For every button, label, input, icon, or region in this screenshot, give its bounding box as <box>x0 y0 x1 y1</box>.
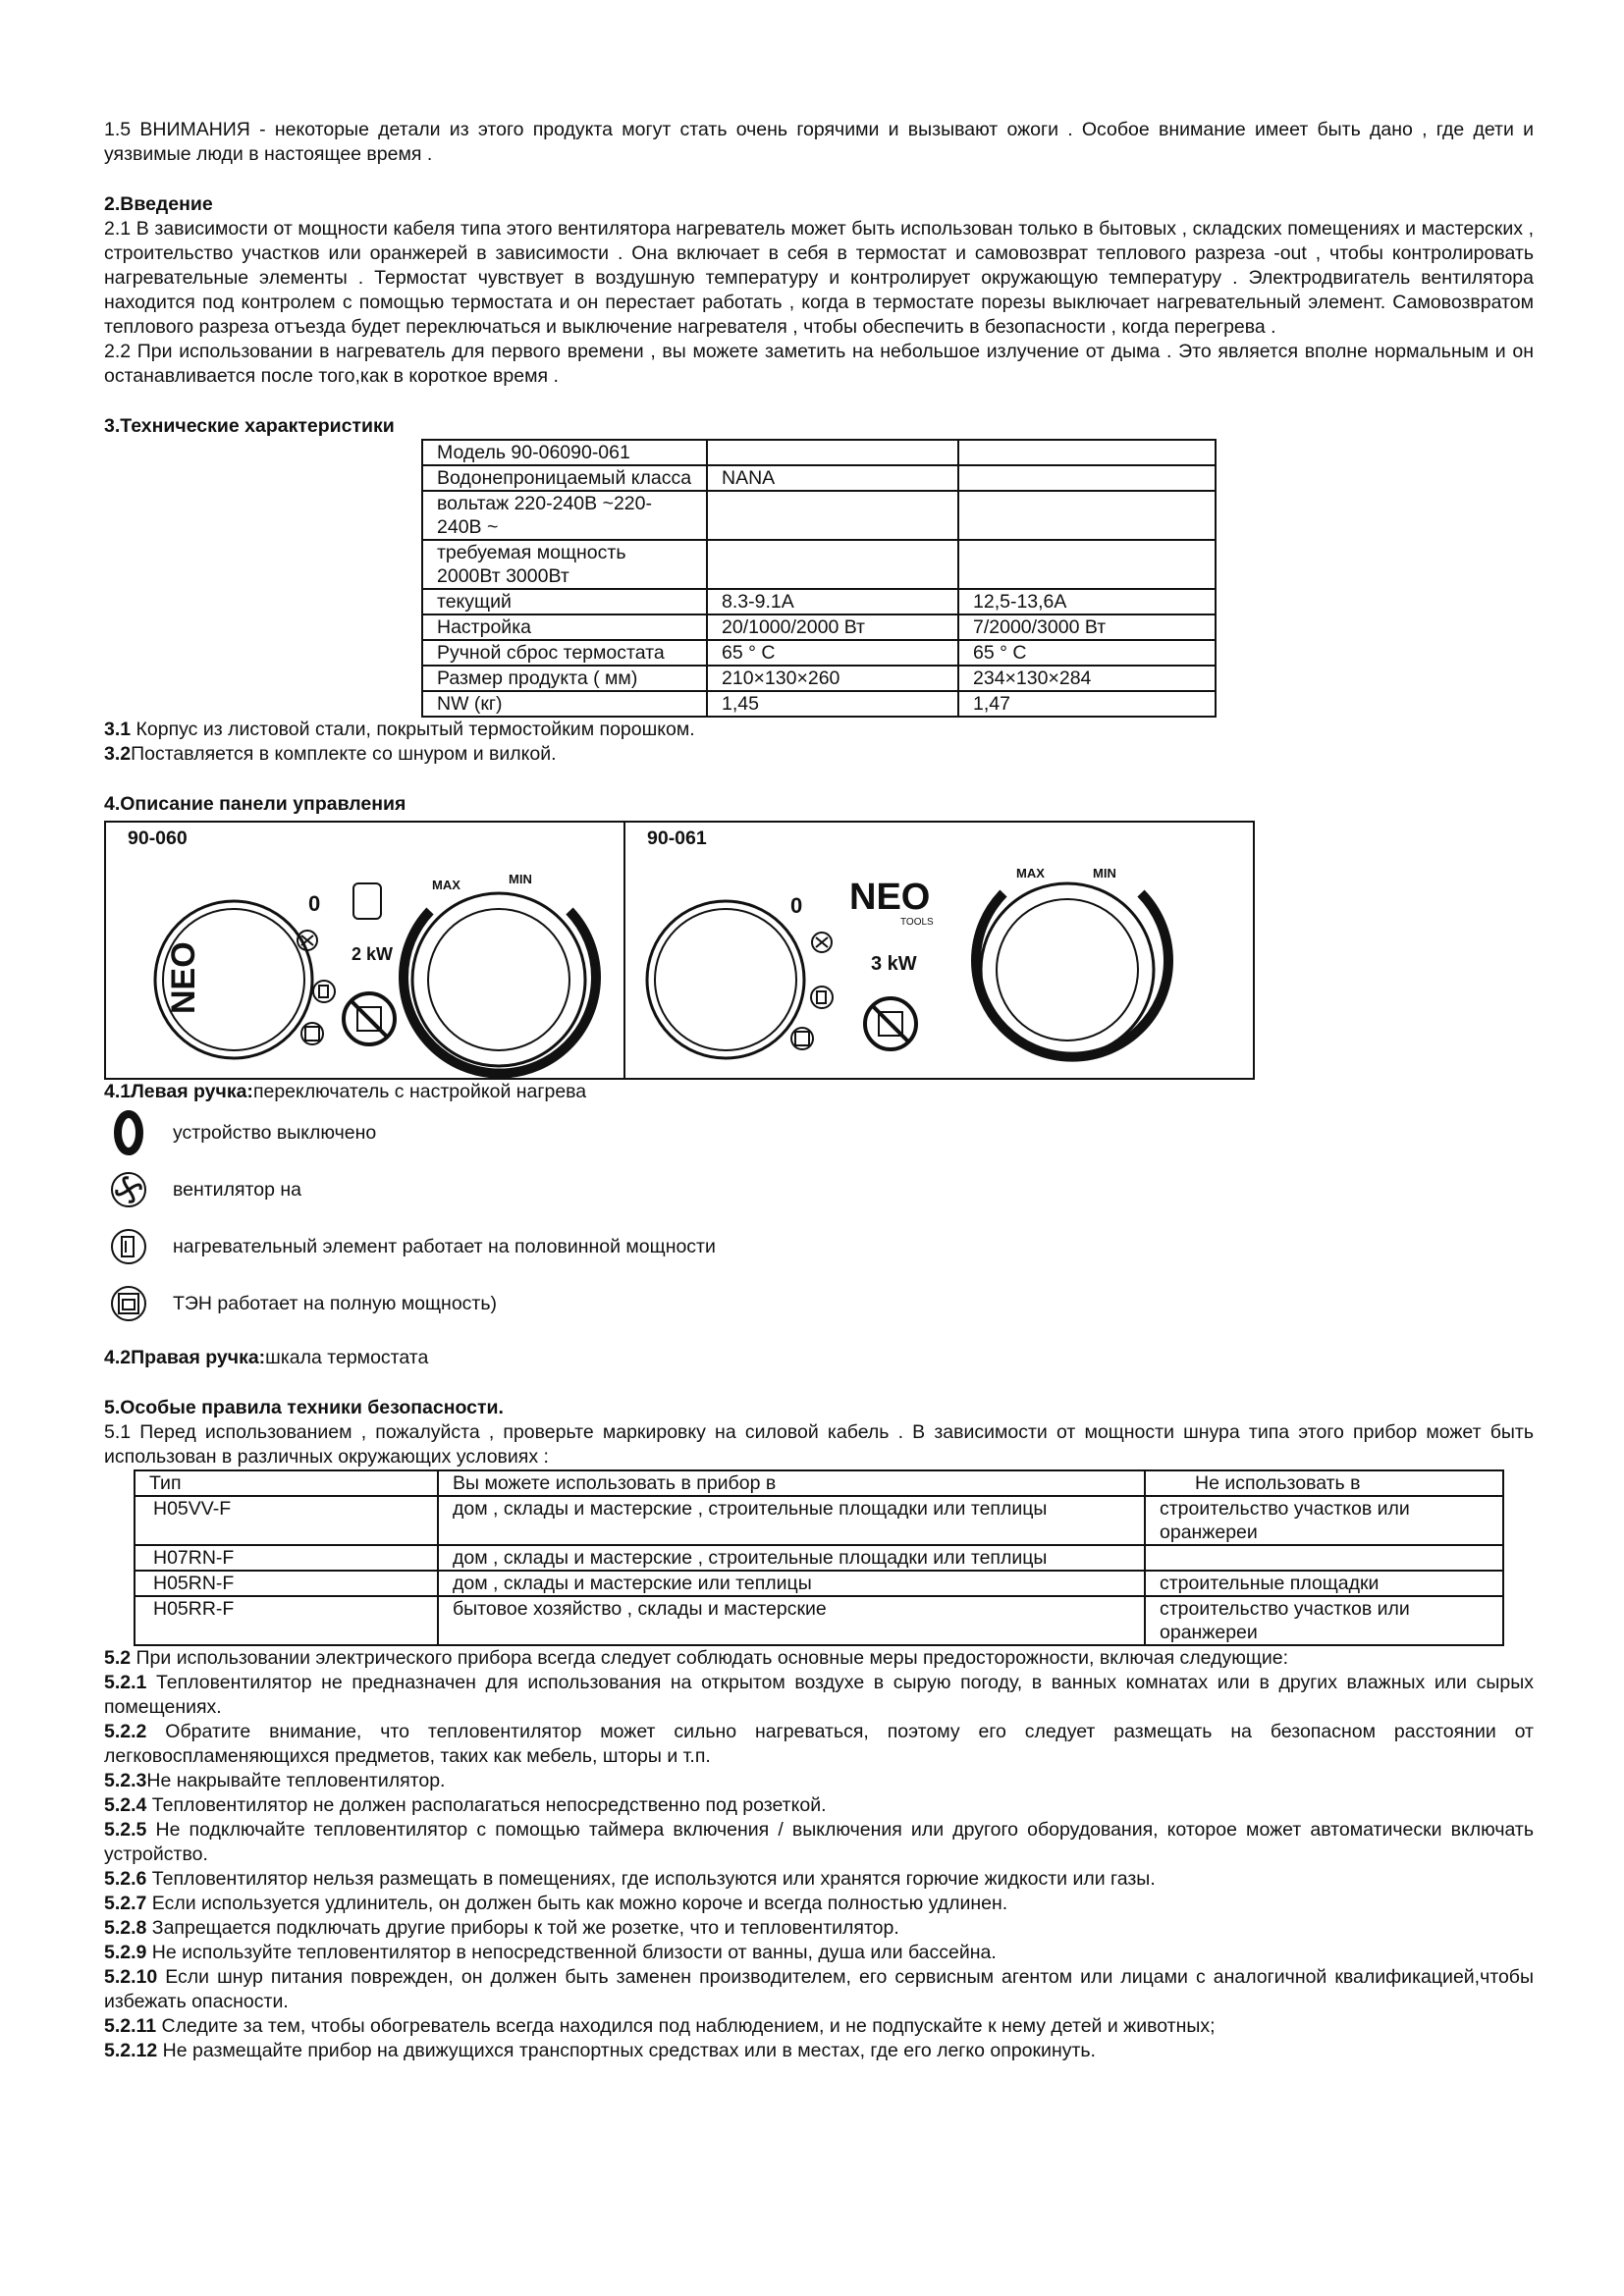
left-knob-title: 4.1Левая ручка:переключатель с настройкой нагрева <box>104 1081 587 1102</box>
safety-item: 5.2.8 Запрещается подключать другие приборы к той же розетке, что и тепловентилятор. <box>104 1917 899 1939</box>
specs-row <box>422 491 1216 540</box>
specs-cell: Модель 90-06090-061 <box>422 440 707 465</box>
intro-paragraph-2: 2.2 При использовании в нагреватель для первого времени , вы можете заметить на небольшое излучение от дыма . Это является вполне нормальным и он останавливается после того,как в короткое время . <box>104 341 1534 387</box>
cable-cell: бытовое хозяйство , склады и мастерские <box>438 1596 1145 1645</box>
panel-90-061 <box>625 823 1253 1078</box>
fan-icon <box>812 933 832 952</box>
specs-cell: 65 ° С <box>958 640 1216 666</box>
safety-item: 5.2.2 Обратите внимание, что тепловентилятор может сильно нагреваться, поэтому его следует размещать на безопасном расстоянии от легковоспламеняющихся предметов, таких как мебель, шторы и т.п. <box>104 1721 1534 1767</box>
specs-row <box>422 614 1216 640</box>
off-mark: 0 <box>308 891 321 916</box>
right-knob-title: 4.2Правая ручка:шкала термостата <box>104 1347 429 1368</box>
specs-cell: NANA <box>707 465 958 491</box>
safety-item: 5.2.10 Если шнур питания поврежден, он должен быть заменен производителем, его сервисным агентом или лицами с аналогичной квалификацией,чтобы избежать опасности. <box>104 1966 1534 2012</box>
safety-item: 5.2.4 Тепловентилятор не должен располагаться непосредственно под розеткой. <box>104 1794 827 1816</box>
specs-row <box>422 465 1216 491</box>
cable-row <box>135 1571 1503 1596</box>
intro-heading: 2.Введение <box>104 193 213 215</box>
full-heat-icon <box>791 1028 813 1049</box>
cable-cell: H07RN-F <box>135 1545 438 1571</box>
thermostat-scale <box>404 911 596 1074</box>
fan-icon <box>109 1170 148 1209</box>
cable-cell <box>1145 1545 1503 1571</box>
selector-knob <box>647 901 804 1058</box>
thermostat-scale <box>976 893 1168 1057</box>
legend-text: нагревательный элемент работает на половинной мощности <box>173 1235 716 1257</box>
brand-logo: NEO <box>165 941 202 1014</box>
panel-90-060 <box>106 823 625 1078</box>
legend-row-half-heat <box>104 1218 1534 1275</box>
off-mark: 0 <box>790 893 803 918</box>
cable-row <box>135 1596 1503 1645</box>
specs-table <box>421 439 1217 718</box>
cable-cell: H05RR-F <box>135 1596 438 1645</box>
specs-row <box>422 666 1216 691</box>
specs-cell: вольтаж 220-240В ~220-240В ~ <box>422 491 707 540</box>
model-label: 90-060 <box>128 828 188 849</box>
legend-row-off <box>104 1104 1534 1161</box>
legend-text: вентилятор на <box>173 1178 301 1201</box>
cable-cell: строительство участков или оранжереи <box>1145 1596 1503 1645</box>
specs-cell: 1,45 <box>707 691 958 717</box>
safety-item: 5.2.7 Если используется удлинитель, он должен быть как можно короче и всегда полностью удлинен. <box>104 1893 1008 1914</box>
mode-legend <box>104 1104 1534 1332</box>
thermostat-knob <box>412 893 585 1066</box>
min-mark: MIN <box>509 872 532 886</box>
model-label: 90-061 <box>647 828 707 849</box>
safety-item: 5.2.11 Следите за тем, чтобы обогреватель всегда находился под наблюдением, и не подпускайте к нему детей и животных; <box>104 2015 1216 2037</box>
specs-cell: 20/1000/2000 Вт <box>707 614 958 640</box>
indicator-lamp <box>353 883 381 919</box>
safety-item: 5.2.3Не накрывайте тепловентилятор. <box>104 1770 446 1791</box>
specs-cell: 1,47 <box>958 691 1216 717</box>
warning-paragraph: 1.5 ВНИМАНИЯ - некоторые детали из этого продукта могут стать очень горячими и вызывают ожоги . Особое внимание имеет быть дано , где дети и уязвимые люди в настоящее время . <box>104 119 1534 165</box>
panel-90-061-drawing <box>625 823 1253 1078</box>
power-rating: 2 kW <box>352 944 394 964</box>
min-mark: MIN <box>1093 866 1116 881</box>
safety-item: 5.2.5 Не подключайте тепловентилятор с помощью таймера включения / выключения или другого оборудования, которое может автоматически включать устройство. <box>104 1819 1534 1865</box>
max-mark: MAX <box>1016 866 1045 881</box>
cable-cell: дом , склады и мастерские , строительные площадки или теплицы <box>438 1545 1145 1571</box>
specs-row <box>422 440 1216 465</box>
specs-row <box>422 589 1216 614</box>
specs-cell <box>707 440 958 465</box>
cable-cell: H05RN-F <box>135 1571 438 1596</box>
power-rating: 3 kW <box>871 953 917 975</box>
specs-cell: 12,5-13,6A <box>958 589 1216 614</box>
cable-cell: строительные площадки <box>1145 1571 1503 1596</box>
specs-cell: текущий <box>422 589 707 614</box>
brand-sub: TOOLS <box>900 917 934 928</box>
intro-paragraph-1: 2.1 В зависимости от мощности кабеля типа этого вентилятора нагреватель может быть использован только в бытовых , складских помещениях и мастерских , строительство участков или оранжерей в зависимости . Она включает в себя в термостат и самовозврат теплового разреза -out , чтобы контролировать нагревательные элементы . Термостат чувствует в воздушную температуру и контролирует окружающую температуру . Электродвигатель вентилятора находится под контролем с помощью термостата и он перестает работать , когда в термостате порезы выключает нагревательный элемент. Самовозвратом теплового разреза отъезда будет переключаться и выключение нагревателя , чтобы обеспечить в безопасности , когда перегрева . <box>104 218 1534 338</box>
specs-row <box>422 691 1216 717</box>
safety-heading: 5.Особые правила техники безопасности. <box>104 1397 504 1418</box>
safety-item: 5.2.9 Не используйте тепловентилятор в непосредственной близости от ванны, душа или бассейна. <box>104 1942 997 1963</box>
specs-cell: NW (кг) <box>422 691 707 717</box>
full-heat-icon <box>301 1023 323 1044</box>
cable-cell: строительство участков или оранжереи <box>1145 1496 1503 1545</box>
full-heat-icon <box>109 1284 148 1323</box>
cable-table <box>134 1469 1504 1646</box>
do-not-cover-icon <box>344 993 395 1044</box>
cable-row <box>135 1545 1503 1571</box>
specs-cell: 210×130×260 <box>707 666 958 691</box>
panel-heading: 4.Описание панели управления <box>104 793 406 815</box>
specs-heading: 3.Технические характеристики <box>104 415 395 437</box>
legend-row-fan <box>104 1161 1534 1218</box>
cable-row <box>135 1496 1503 1545</box>
note-3-1: 3.1 Корпус из листовой стали, покрытый термостойким порошком. <box>104 719 695 740</box>
control-panel-figure <box>104 821 1255 1080</box>
half-heat-icon <box>109 1227 148 1266</box>
specs-cell <box>958 540 1216 589</box>
legend-row-full-heat <box>104 1275 1534 1332</box>
legend-text: устройство выключено <box>173 1121 377 1144</box>
zero-icon <box>114 1109 143 1156</box>
legend-text: ТЭН работает на полную мощность) <box>173 1292 497 1314</box>
panel-90-060-drawing <box>106 823 623 1078</box>
safety-item: 5.2.1 Тепловентилятор не предназначен для использования на открытом воздухе в сырую погоду, в ванных комнатах или в других влажных или сырых помещениях. <box>104 1672 1534 1718</box>
specs-cell <box>958 440 1216 465</box>
specs-cell: 8.3-9.1A <box>707 589 958 614</box>
cable-cell: дом , склады и мастерские или теплицы <box>438 1571 1145 1596</box>
specs-cell <box>958 491 1216 540</box>
specs-cell <box>707 491 958 540</box>
specs-cell <box>958 465 1216 491</box>
cable-header-cell: Вы можете использовать в прибор в <box>438 1470 1145 1496</box>
specs-cell <box>707 540 958 589</box>
half-heat-icon <box>313 981 335 1002</box>
safety-intro: 5.1 Перед использованием , пожалуйста , проверьте маркировку на силовой кабель . В зависимости от мощности шнура типа этого прибор может быть использован в различных окружающих условиях : <box>104 1421 1534 1468</box>
specs-cell: Настройка <box>422 614 707 640</box>
note-3-2: 3.2Поставляется в комплекте со шнуром и вилкой. <box>104 743 557 765</box>
safety-item: 5.2.12 Не размещайте прибор на движущихся транспортных средствах или в местах, где его легко опрокинуть. <box>104 2040 1096 2061</box>
specs-cell: 65 ° С <box>707 640 958 666</box>
cable-header-cell: Тип <box>135 1470 438 1496</box>
document-page <box>104 118 1534 2063</box>
specs-row <box>422 540 1216 589</box>
cable-header-cell: Не использовать в <box>1145 1470 1503 1496</box>
cable-table-header <box>135 1470 1503 1496</box>
safety-list <box>104 1646 1534 2063</box>
specs-cell: 234×130×284 <box>958 666 1216 691</box>
specs-cell: Ручной сброс термостата <box>422 640 707 666</box>
max-mark: MAX <box>432 878 460 892</box>
specs-cell: Водонепроницаемый класса <box>422 465 707 491</box>
specs-cell: требуемая мощность 2000Вт 3000Вт <box>422 540 707 589</box>
cable-cell: дом , склады и мастерские , строительные площадки или теплицы <box>438 1496 1145 1545</box>
specs-row <box>422 640 1216 666</box>
cable-cell: H05VV-F <box>135 1496 438 1545</box>
specs-cell: 7/2000/3000 Вт <box>958 614 1216 640</box>
safety-item: 5.2 При использовании электрического прибора всегда следует соблюдать основные меры предосторожности, включая следующие: <box>104 1647 1289 1669</box>
do-not-cover-icon <box>865 998 916 1049</box>
specs-cell: Размер продукта ( мм) <box>422 666 707 691</box>
safety-item: 5.2.6 Тепловентилятор нельзя размещать в помещениях, где используются или хранятся горючие жидкости или газы. <box>104 1868 1156 1890</box>
half-heat-icon <box>811 987 833 1008</box>
brand-logo: NEO <box>849 877 931 918</box>
